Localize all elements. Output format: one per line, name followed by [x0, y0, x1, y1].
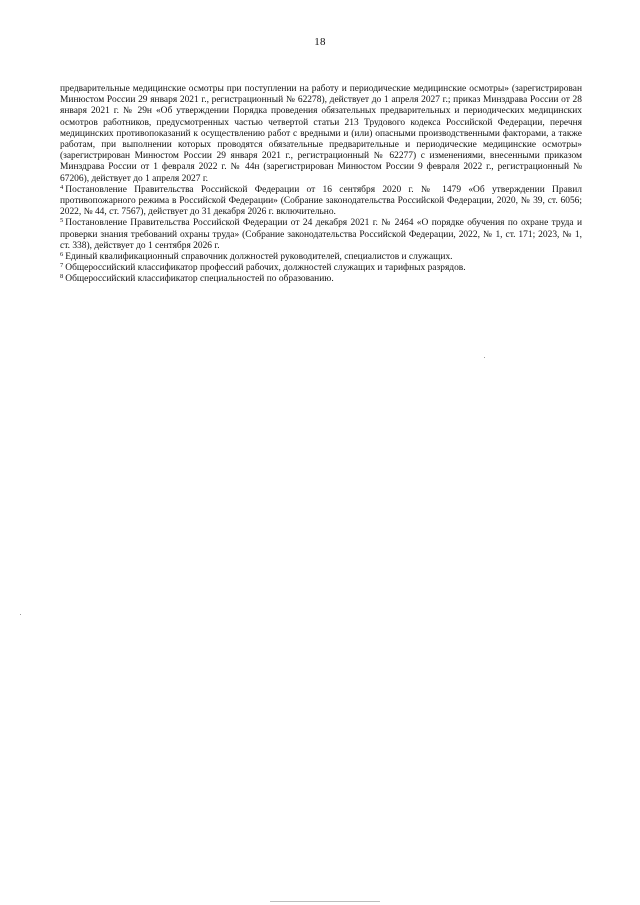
footnote-marker: 7	[60, 262, 64, 270]
page-number: 18	[314, 36, 326, 48]
footnote-text: Общероссийский классификатор профессий рабочих, должностей служащих и тарифных разрядов.	[65, 263, 466, 274]
footnote-marker: 8	[60, 273, 64, 281]
footnote-text: Постановление Правительства Российской Федерации от 24 декабря 2021 г. № 2464 «О порядке обучения по охране труда и проверки знания требований охраны труда» (Собрание законодательства Российской Федерации, 2022, № 1, ст. 171; 2023, № 1, ст. 338), действует до 1 сентября 2026 г.	[60, 218, 582, 251]
footnote-text: Единый квалификационный справочник должностей руководителей, специалистов и служащих.	[65, 252, 453, 263]
scan-speck	[20, 614, 21, 615]
footnote-continuation	[60, 84, 582, 185]
footnote-text: Постановление Правительства Российской Федерации от 16 сентября 2020 г. № 1479 «Об утверждении Правил противопожарного режима в Российской Федерации» (Собрание законодательства Российской Федерации, 2020, № 39, ст. 6056; 2022, № 44, ст. 7567), действует до 31 декабря 2026 г. включительно.	[60, 184, 582, 218]
footnotes-block	[60, 84, 582, 286]
scan-speck	[484, 357, 485, 358]
footnote-5	[60, 218, 582, 252]
footnote-6	[60, 252, 582, 263]
scan-edge-line	[270, 901, 380, 902]
footnote-4	[60, 185, 582, 219]
footnote-marker: 5	[60, 217, 64, 225]
footnote-text: предварительные медицинские осмотры при поступлении на работу и периодические медицинские осмотры» (зарегистрирован Минюстом России 29 января 2021 г., регистрационный № 62278), действует до 1 апреля 2027 г.; приказ Минздрава России от 28 января 2021 г. № 29н «Об утверждении Порядка проведения обязательных предварительных и периодических медицинских осмотров работников, предусмотренных частью четвертой статьи 213 Трудового кодекса Российской Федерации, перечня медицинских противопоказаний к осуществлению работ с вредными и (или) опасными производственными факторами, а также работам, при выполнении которых проводятся обязательные предварительные и периодические медицинские осмотры» (зарегистрирован Минюстом России 29 января 2021 г., регистрационный № 62277) с изменениями, внесенными приказом Минздрава России от 1 февраля 2022 г. № 44н (зарегистрирован Минюстом России 9 февраля 2022 г., регистрационный № 67206), действует до 1 апреля 2027 г.	[60, 84, 582, 184]
footnote-7	[60, 263, 582, 274]
footnote-marker: 6	[60, 251, 64, 259]
footnote-marker: 4	[60, 183, 64, 191]
footnote-text: Общероссийский классификатор специальностей по образованию.	[65, 274, 334, 285]
footnote-8	[60, 274, 582, 285]
